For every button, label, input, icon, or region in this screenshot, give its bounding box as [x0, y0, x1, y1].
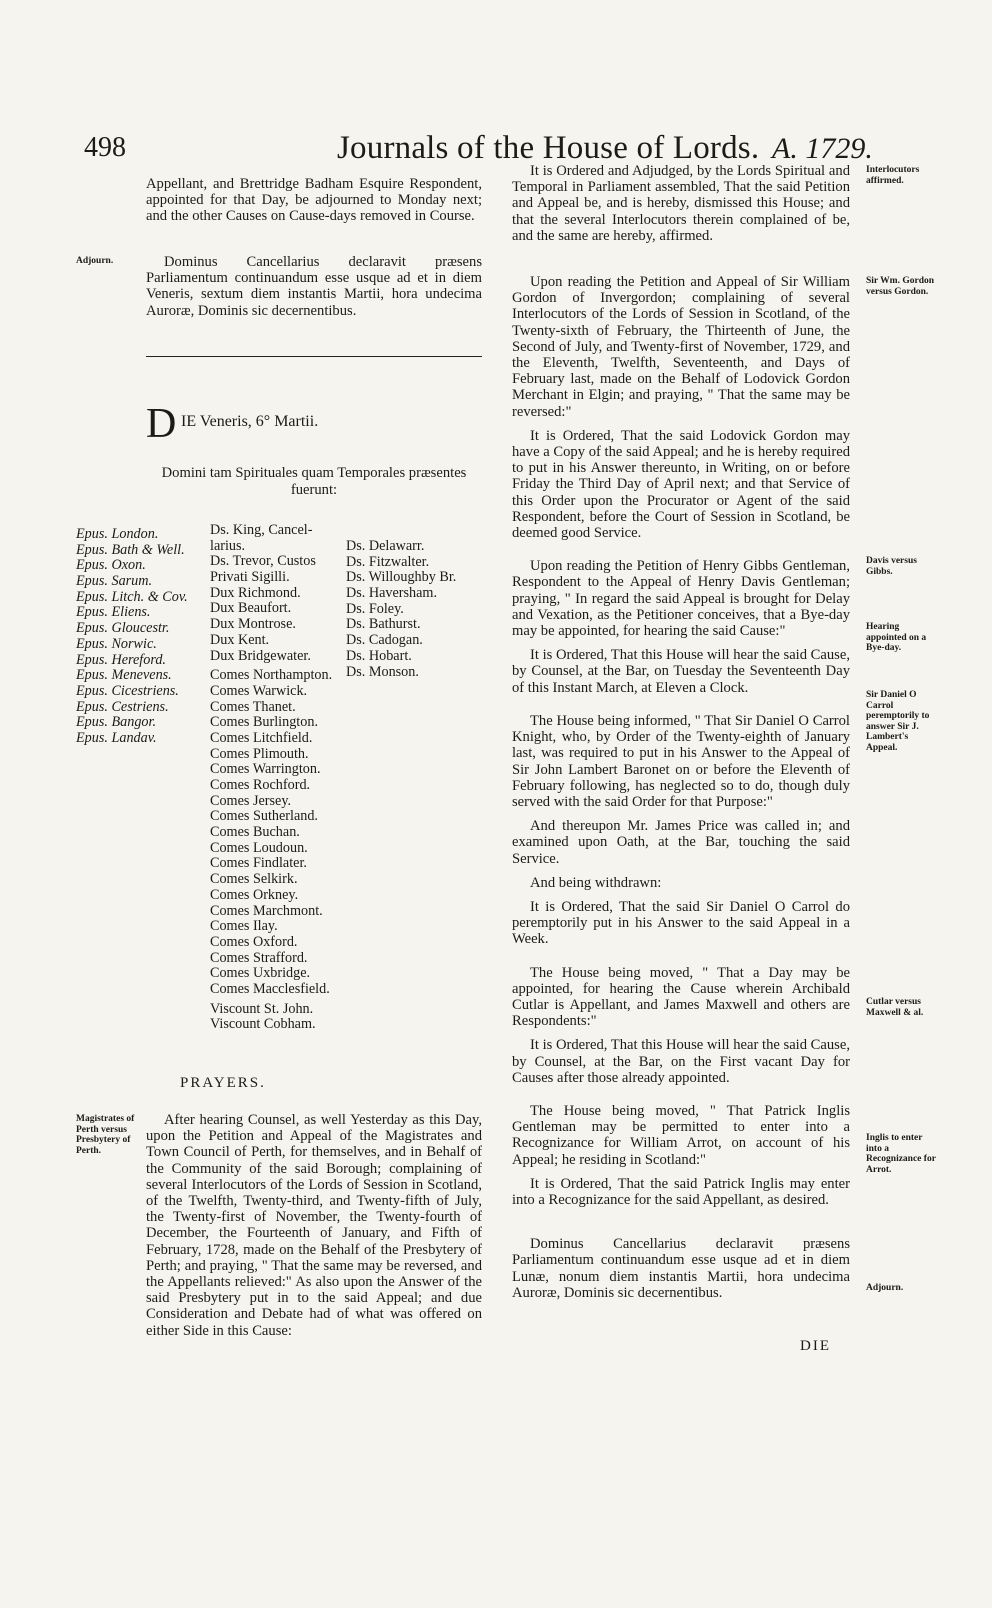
attendee-entry: Comes Findlater. — [210, 855, 307, 872]
attendee-entry: Comes Strafford. — [210, 949, 308, 966]
attendee-entry: Epus. Cestriens. — [76, 698, 169, 715]
attendee-entry: Dux Bridgewater. — [210, 647, 311, 664]
attendee-entry: Comes Rochford. — [210, 777, 311, 793]
attendee-entry: Comes Northampton. — [210, 667, 333, 684]
sitting-date-heading: IE Veneris, 6° Martii. — [181, 413, 319, 430]
price-examined-paragraph: And thereupon Mr. James Price was called in; and examined upon Oath, at the Bar, touching the said Service. — [512, 818, 850, 867]
attendee-entry: Dux Beaufort. — [210, 600, 292, 617]
attendee-entry: Comes Sutherland. — [210, 808, 318, 825]
catchword: DIE — [800, 1338, 831, 1354]
attendance-barons — [346, 539, 456, 680]
attendee-entry: Epus. London. — [76, 526, 159, 542]
attendance-peers — [210, 523, 332, 1033]
left-column-adjourn — [146, 254, 482, 319]
margin-note-davis: Davis versus Gibbs. — [866, 556, 917, 577]
margin-note-carrol: Sir Daniel O Carrol peremptorily to answer Sir J. Lambert's Appeal. — [866, 690, 930, 753]
attendee-entry: Ds. Willoughby Br. — [346, 569, 457, 586]
right-column — [512, 163, 850, 1301]
carrol-information-paragraph: The House being informed, " That Sir Daniel O Carrol Knight, who, by Order of the Twenty-eighth of January last, was required to put in his Answer to the Appeal of Sir John Lambert Baronet on or before the Eleventh of February following, has neglected so to do, though duly served with the said Order for that Purpose:" — [512, 712, 850, 810]
attendee-entry: Ds. King, Cancel- — [210, 522, 313, 538]
attendee-entry: Ds. Hobart. — [346, 647, 412, 664]
attendee-entry: Comes Selkirk. — [210, 871, 298, 888]
cutlar-order-paragraph: It is Ordered, That this House will hear the said Cause, by Counsel, at the Bar, on the First vacant Day for Causes after those already appointed. — [512, 1037, 850, 1086]
attendee-entry: Comes Macclesfield. — [210, 980, 330, 997]
attendee-entry: Comes Loudoun. — [210, 839, 308, 856]
attendee-entry: Comes Uxbridge. — [210, 965, 311, 982]
attendee-entry: Comes Jersey. — [210, 792, 292, 809]
attendee-entry: Comes Litchfield. — [210, 729, 313, 746]
attendee-entry: Ds. Foley. — [346, 600, 404, 617]
attendee-entry: Epus. Oxon. — [76, 557, 146, 574]
margin-note-cutlar: Cutlar versus Maxwell & al. — [866, 997, 924, 1018]
attendee-entry: Epus. Cicestriens. — [76, 682, 179, 699]
attendee-entry: Ds. Haversham. — [346, 585, 438, 602]
adjournment-latin-paragraph-right: Dominus Cancellarius declaravit præsens Parliamentum continuandum esse usque ad et in diem Lunæ, nonum diem instantis Martii, hora undecima Auroræ, Dominis sic decernentibus. — [512, 1236, 850, 1301]
attendee-entry: Epus. Landav. — [76, 729, 157, 746]
carrol-order-paragraph: It is Ordered, That the said Sir Daniel O Carrol do peremptorily put in his Answer to the said Appeal in a Week. — [512, 898, 850, 948]
attendee-entry: Comes Thanet. — [210, 698, 296, 715]
margin-note-adjourn-left: Adjourn. — [76, 256, 114, 266]
drop-cap-d: D — [146, 401, 177, 447]
attendee-entry: Dux Richmond. — [210, 584, 301, 601]
attendee-entry: Epus. Menevens. — [76, 667, 172, 684]
attendee-entry: Viscount Cobham. — [210, 1016, 316, 1033]
left-column-perth — [146, 1112, 482, 1339]
interlocutors-affirmed-order: It is Ordered and Adjudged, by the Lords Spiritual and Temporal in Parliament assembled, That the said Petition and Appeal be, and is hereby, dismissed this House; and that the several Interlocutors therein complained of be, and the same are hereby, affirmed. — [512, 163, 850, 244]
inglis-order-paragraph: It is Ordered, That the said Patrick Inglis may enter into a Recognizance for the said Appellant, as desired. — [512, 1175, 850, 1208]
attendee-entry: Epus. Bath & Well. — [76, 541, 185, 558]
adjournment-latin-paragraph: Dominus Cancellarius declaravit præsens Parliamentum continuandum esse usque ad et in diem Veneris, sextum diem instantis Martii, hora undecima Auroræ, Dominis sic decernentibus. — [146, 254, 482, 319]
margin-note-hearing: Hearing appointed on a Bye-day. — [866, 622, 927, 653]
davis-petition-paragraph: Upon reading the Petition of Henry Gibbs Gentleman, Respondent to the Appeal of Henry Davis Gentleman; praying, " In regard the said Appeal is brought for Delay and Vexation, as the Petitioner conceives, that a Bye-day may be appointed, for hearing the said Cause:" — [512, 558, 850, 640]
attendee-entry: Comes Marchmont. — [210, 902, 323, 919]
margin-note-perth: Magistrates of Perth versus Presbytery of Perth. — [76, 1114, 135, 1156]
domini-line-1: Domini tam Spirituales quam Temporales præsentes — [161, 465, 467, 481]
section-divider — [146, 356, 482, 357]
attendee-entry: Epus. Gloucestr. — [76, 620, 170, 637]
prayers-heading: PRAYERS. — [180, 1075, 266, 1091]
attendee-entry: Comes Oxford. — [210, 933, 298, 950]
attendee-entry: Dux Kent. — [210, 631, 270, 648]
attendee-entry: Epus. Norwic. — [76, 635, 157, 652]
attendee-entry: Ds. Cadogan. — [346, 632, 423, 649]
attendee-entry: Viscount St. John. — [210, 1000, 314, 1017]
attendee-entry: Ds. Monson. — [346, 663, 419, 680]
attendee-entry: Comes Buchan. — [210, 824, 300, 841]
attendee-entry: Epus. Bangor. — [76, 714, 157, 731]
attendee-entry: Ds. Fitzwalter. — [346, 553, 430, 570]
gordon-petition-paragraph: Upon reading the Petition and Appeal of Sir William Gordon of Invergordon; complaining of several Interlocutors of the Lords of Session in Scotland, of the Twenty-sixth of February, the Thirteenth of June, the Second of July, and Twenty-first of November, 1729, and the Eleventh, Twelfth, Seventeenth, and Days of February last, made on the Behalf of Lodovick Gordon Merchant in Elgin; and praying, " That the same may be reversed:" — [512, 274, 850, 420]
withdrawn-line: And being withdrawn: — [530, 874, 662, 891]
attendance-bishops — [76, 527, 188, 747]
domini-line-2: fuerunt: — [290, 482, 338, 498]
inglis-motion-paragraph: The House being moved, " That Patrick Inglis Gentleman may be permitted to enter into a Recognizance for William Arrot, on account of his Appeal; he residing in Scotland:" — [512, 1102, 850, 1168]
adjourned-cause-paragraph: Appellant, and Brettridge Badham Esquire Respondent, appointed for that Day, be adjourned to Monday next; and the other Causes on Cause-days removed in Course. — [146, 176, 482, 225]
margin-note-adjourn-right: Adjourn. — [866, 1283, 904, 1293]
perth-appeal-paragraph: After hearing Counsel, as well Yesterday as this Day, upon the Petition and Appeal of the Magistrates and Town Council of Perth, for themselves, and in Behalf of the Community of the said Borough; complaining of several Interlocutors of the Lords of Session in Scotland, of the Twelfth, Twenty-third, and Twenty-fifth of July, the Twenty-first of November, the Twenty-fourth of December, the Fourteenth of January, and Fifth of February, 1728, made on the Behalf of the Presbytery of Perth; and praying, " That the same may be reversed, and the Appellants relieved:" As also upon the Answer of the said Presbytery put in to the said Appeal; and due Consideration and Debate had of what was offered on either Side in this Cause: — [146, 1112, 482, 1339]
attendee-entry: Comes Burlington. — [210, 714, 318, 731]
hearing-order-paragraph: It is Ordered, That this House will hear the said Cause, by Counsel, at the Bar, on Tuesday the Seventeenth Day of this Instant March, at Eleven a Clock. — [512, 647, 850, 696]
attendee-entry: Ds. Trevor, Custos — [210, 553, 316, 570]
attendee-entry: Comes Ilay. — [210, 918, 278, 935]
attendee-entry: Ds. Delawarr. — [346, 538, 425, 554]
attendee-entry: Comes Orkney. — [210, 886, 299, 903]
running-head: Journals of the House of Lords. — [337, 130, 760, 166]
attendee-entry: Epus. Litch. & Cov. — [76, 588, 188, 605]
attendee-entry: Comes Warwick. — [210, 682, 308, 699]
cutlar-motion-paragraph: The House being moved, " That a Day may be appointed, for hearing the Cause wherein Archibald Cutlar is Appellant, and James Maxwell and others are Respondents:" — [512, 964, 850, 1030]
margin-note-interlocutors: Interlocutors affirmed. — [866, 165, 920, 186]
attendee-entry: Comes Plimouth. — [210, 745, 309, 762]
page-year: A. 1729. — [772, 132, 873, 165]
attendee-entry: Ds. Bathurst. — [346, 616, 421, 633]
attendee-entry: Epus. Eliens. — [76, 604, 151, 621]
attendee-entry: Epus. Sarum. — [76, 573, 153, 590]
left-column-top — [146, 176, 482, 225]
attendee-entry: larius. — [210, 537, 246, 554]
margin-note-inglis: Inglis to enter into a Recognizance for Arrot. — [866, 1133, 936, 1175]
gordon-order-paragraph: It is Ordered, That the said Lodovick Gordon may have a Copy of the said Appeal; and he is hereby required to put in his Answer thereunto, in Writing, on or before Friday the Third Day of April next; and that Service of this Order upon the Procurator or Agent of the said Respondent, before the Court of Session in Scotland, be deemed good Service. — [512, 427, 850, 542]
attendee-entry: Dux Montrose. — [210, 616, 296, 633]
attendee-entry: Epus. Hereford. — [76, 651, 166, 668]
attendee-entry: Comes Warrington. — [210, 761, 321, 778]
page-number: 498 — [84, 132, 126, 163]
attendee-entry: Privati Sigilli. — [210, 569, 290, 586]
margin-note-gordon: Sir Wm. Gordon versus Gordon. — [866, 276, 935, 297]
